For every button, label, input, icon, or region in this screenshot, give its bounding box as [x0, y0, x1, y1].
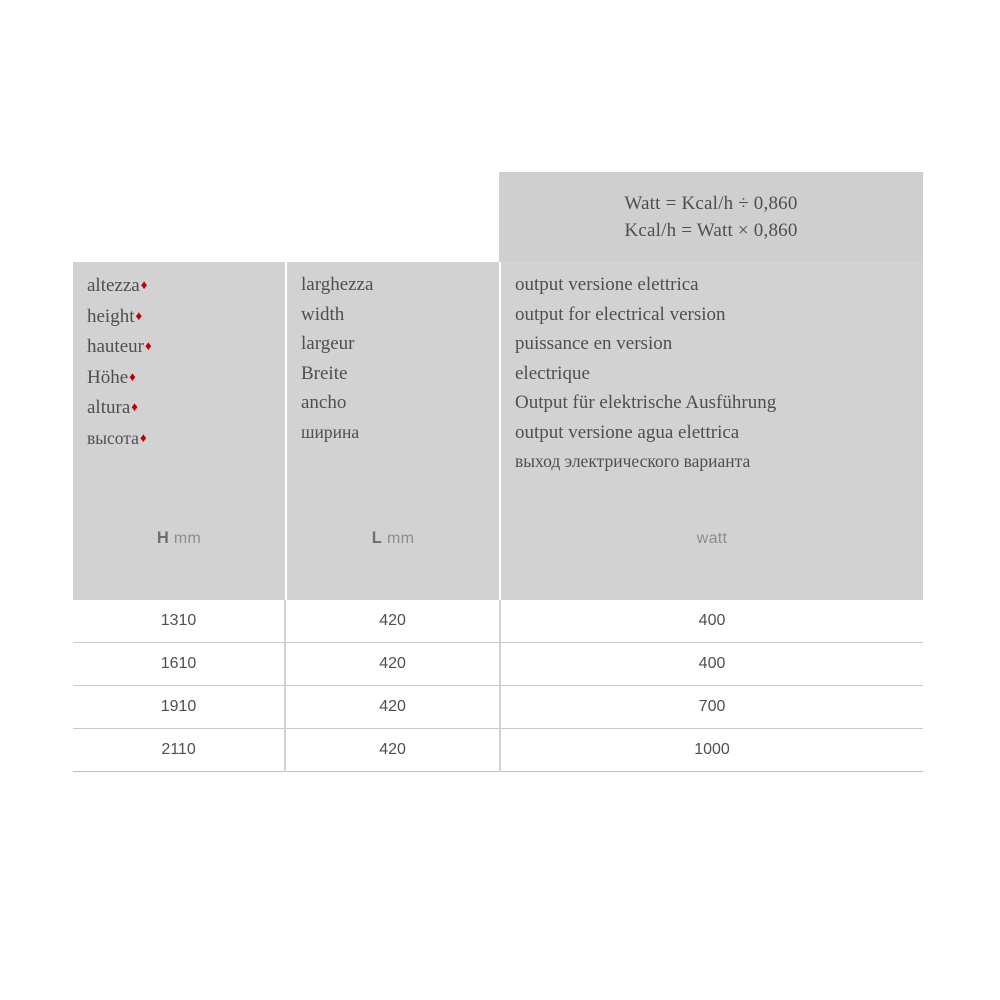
table-row — [73, 600, 923, 643]
term-label: Höhe — [87, 366, 129, 388]
term-label: hauteur — [87, 336, 144, 357]
cell-width: 420 — [285, 643, 500, 686]
cell-watt: 1000 — [500, 729, 923, 772]
term-width-de: Breite — [301, 362, 348, 384]
term-height-en — [87, 301, 285, 332]
cell-width: 420 — [285, 729, 500, 772]
table-header-band — [73, 262, 923, 600]
cell-watt: 700 — [500, 686, 923, 729]
term-output-en: output for electrical version — [515, 303, 726, 325]
header-column-width — [285, 262, 499, 600]
term-label: высота — [87, 427, 139, 448]
term-output-fr-2: electrique — [515, 362, 590, 384]
diamond-icon: ♦ — [135, 307, 143, 323]
term-label: altura — [87, 397, 131, 418]
spec-data-table — [73, 600, 923, 772]
diamond-icon: ♦ — [140, 277, 148, 292]
term-output-it: output versione elettrica — [515, 274, 699, 295]
term-label: altezza — [87, 275, 140, 296]
unit-label-height: mm — [173, 530, 202, 547]
term-height-ru — [87, 423, 285, 454]
term-label: height — [87, 305, 135, 327]
formula-line-kcal: Kcal/h = Watt × 0,860 — [624, 220, 798, 241]
cell-height: 1310 — [73, 600, 285, 643]
term-width-ru: ширина — [301, 421, 360, 442]
term-height-es — [87, 392, 285, 423]
term-width-es: ancho — [301, 392, 347, 413]
term-width-en: width — [301, 303, 345, 325]
header-terms-width — [287, 262, 499, 447]
term-height-fr — [87, 331, 285, 362]
term-height-de — [87, 362, 285, 393]
formula-banner — [499, 172, 923, 262]
diamond-icon: ♦ — [129, 368, 136, 384]
term-width-fr: largeur — [301, 333, 355, 354]
table-body — [73, 600, 923, 772]
table-row — [73, 729, 923, 772]
unit-label-output: watt — [696, 530, 728, 547]
unit-row-width — [287, 529, 499, 548]
header-column-output — [499, 262, 923, 600]
diamond-icon: ♦ — [131, 399, 138, 414]
term-output-ru: выход электрического варианта — [515, 451, 751, 471]
cell-width: 420 — [285, 600, 500, 643]
diamond-icon: ♦ — [139, 429, 147, 445]
cell-width: 420 — [285, 686, 500, 729]
unit-symbol-height: H — [156, 529, 170, 547]
term-output-it-2: output versione agua elettrica — [515, 421, 740, 443]
table-row — [73, 643, 923, 686]
header-column-height — [73, 262, 285, 600]
term-height-it — [87, 270, 285, 301]
unit-row-output — [501, 530, 923, 548]
cell-height: 1910 — [73, 686, 285, 729]
term-output-de: Output für elektrische Ausführung — [515, 392, 777, 413]
table-row — [73, 686, 923, 729]
diamond-icon: ♦ — [144, 338, 152, 353]
formula-line-watt: Watt = Kcal/h ÷ 0,860 — [624, 193, 798, 214]
unit-row-height — [73, 529, 285, 548]
cell-height: 2110 — [73, 729, 285, 772]
cell-height: 1610 — [73, 643, 285, 686]
header-terms-height — [73, 262, 285, 453]
term-width-it: larghezza — [301, 274, 374, 295]
unit-symbol-width: L — [371, 529, 383, 547]
term-output-fr-1: puissance en version — [515, 333, 673, 354]
cell-watt: 400 — [500, 643, 923, 686]
header-terms-output — [501, 262, 923, 477]
unit-label-width: mm — [386, 530, 415, 547]
cell-watt: 400 — [500, 600, 923, 643]
